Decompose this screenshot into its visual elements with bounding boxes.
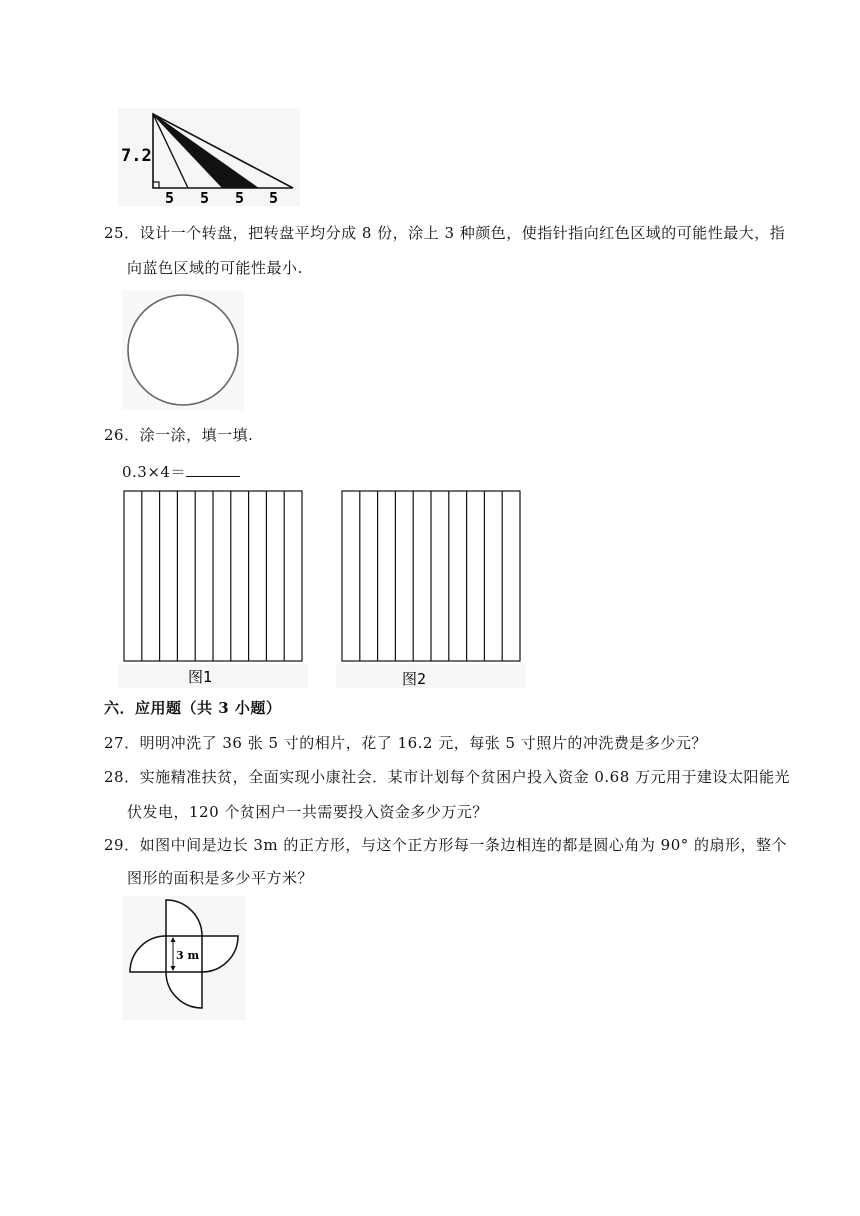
question-25-number: 25． [104, 224, 140, 242]
section-6-heading: 六．应用题（共 3 小题） [104, 699, 282, 717]
question-26-text: 涂一涂，填一填. [139, 426, 254, 444]
strip-grid-figure-1 [118, 486, 308, 688]
question-29-line2: 图形的面积是多少平方米？ [127, 869, 314, 887]
question-25-line2: 向蓝色区域的可能性最小. [127, 259, 303, 277]
height-label: 7.2 [121, 146, 152, 166]
question-27-number: 27． [104, 734, 140, 752]
base-label-2: 5 [200, 189, 210, 206]
question-28-text: 实施精准扶贫，全面实现小康社会．某市计划每个贫困户投入资金 0.68 万元用于建设太阳能光 [139, 768, 791, 786]
question-28-line2: 伏发电，120 个贫困户一共需要投入资金多少万元？ [127, 803, 488, 821]
question-29-number: 29． [104, 836, 140, 854]
equation-text: 0.3×4＝ [122, 463, 186, 481]
base-label-1: 5 [165, 189, 175, 206]
question-28-number: 28． [104, 768, 140, 786]
pinwheel-figure [122, 896, 246, 1020]
base-label-3: 5 [235, 189, 245, 206]
question-27-text: 明明冲洗了 36 张 5 寸的相片，花了 16.2 元，每张 5 寸照片的冲洗费是多少元？ [139, 734, 707, 752]
question-29-line1 [104, 834, 787, 855]
answer-blank[interactable] [186, 462, 240, 477]
question-25-line1 [104, 222, 785, 243]
question-28-line1 [104, 766, 790, 787]
side-length-label: 3 m [176, 949, 200, 962]
strip-grid-figure-2 [336, 486, 526, 688]
question-27 [104, 732, 707, 753]
figure-1-caption: 图1 [188, 668, 213, 686]
equation-line [122, 461, 240, 482]
base-label-4: 5 [269, 189, 279, 206]
triangle-figure [118, 108, 300, 206]
question-26 [104, 424, 253, 445]
question-29-text: 如图中间是边长 3m 的正方形，与这个正方形每一条边相连的都是圆心角为 90° 的扇形，整个 [139, 836, 788, 854]
figure-2-caption: 图2 [402, 670, 427, 688]
spinner-circle-figure [122, 290, 244, 410]
question-26-number: 26． [104, 426, 140, 444]
question-25-text: 设计一个转盘，把转盘平均分成 8 份，涂上 3 种颜色，使指针指向红色区域的可能性最大，指 [139, 224, 786, 242]
